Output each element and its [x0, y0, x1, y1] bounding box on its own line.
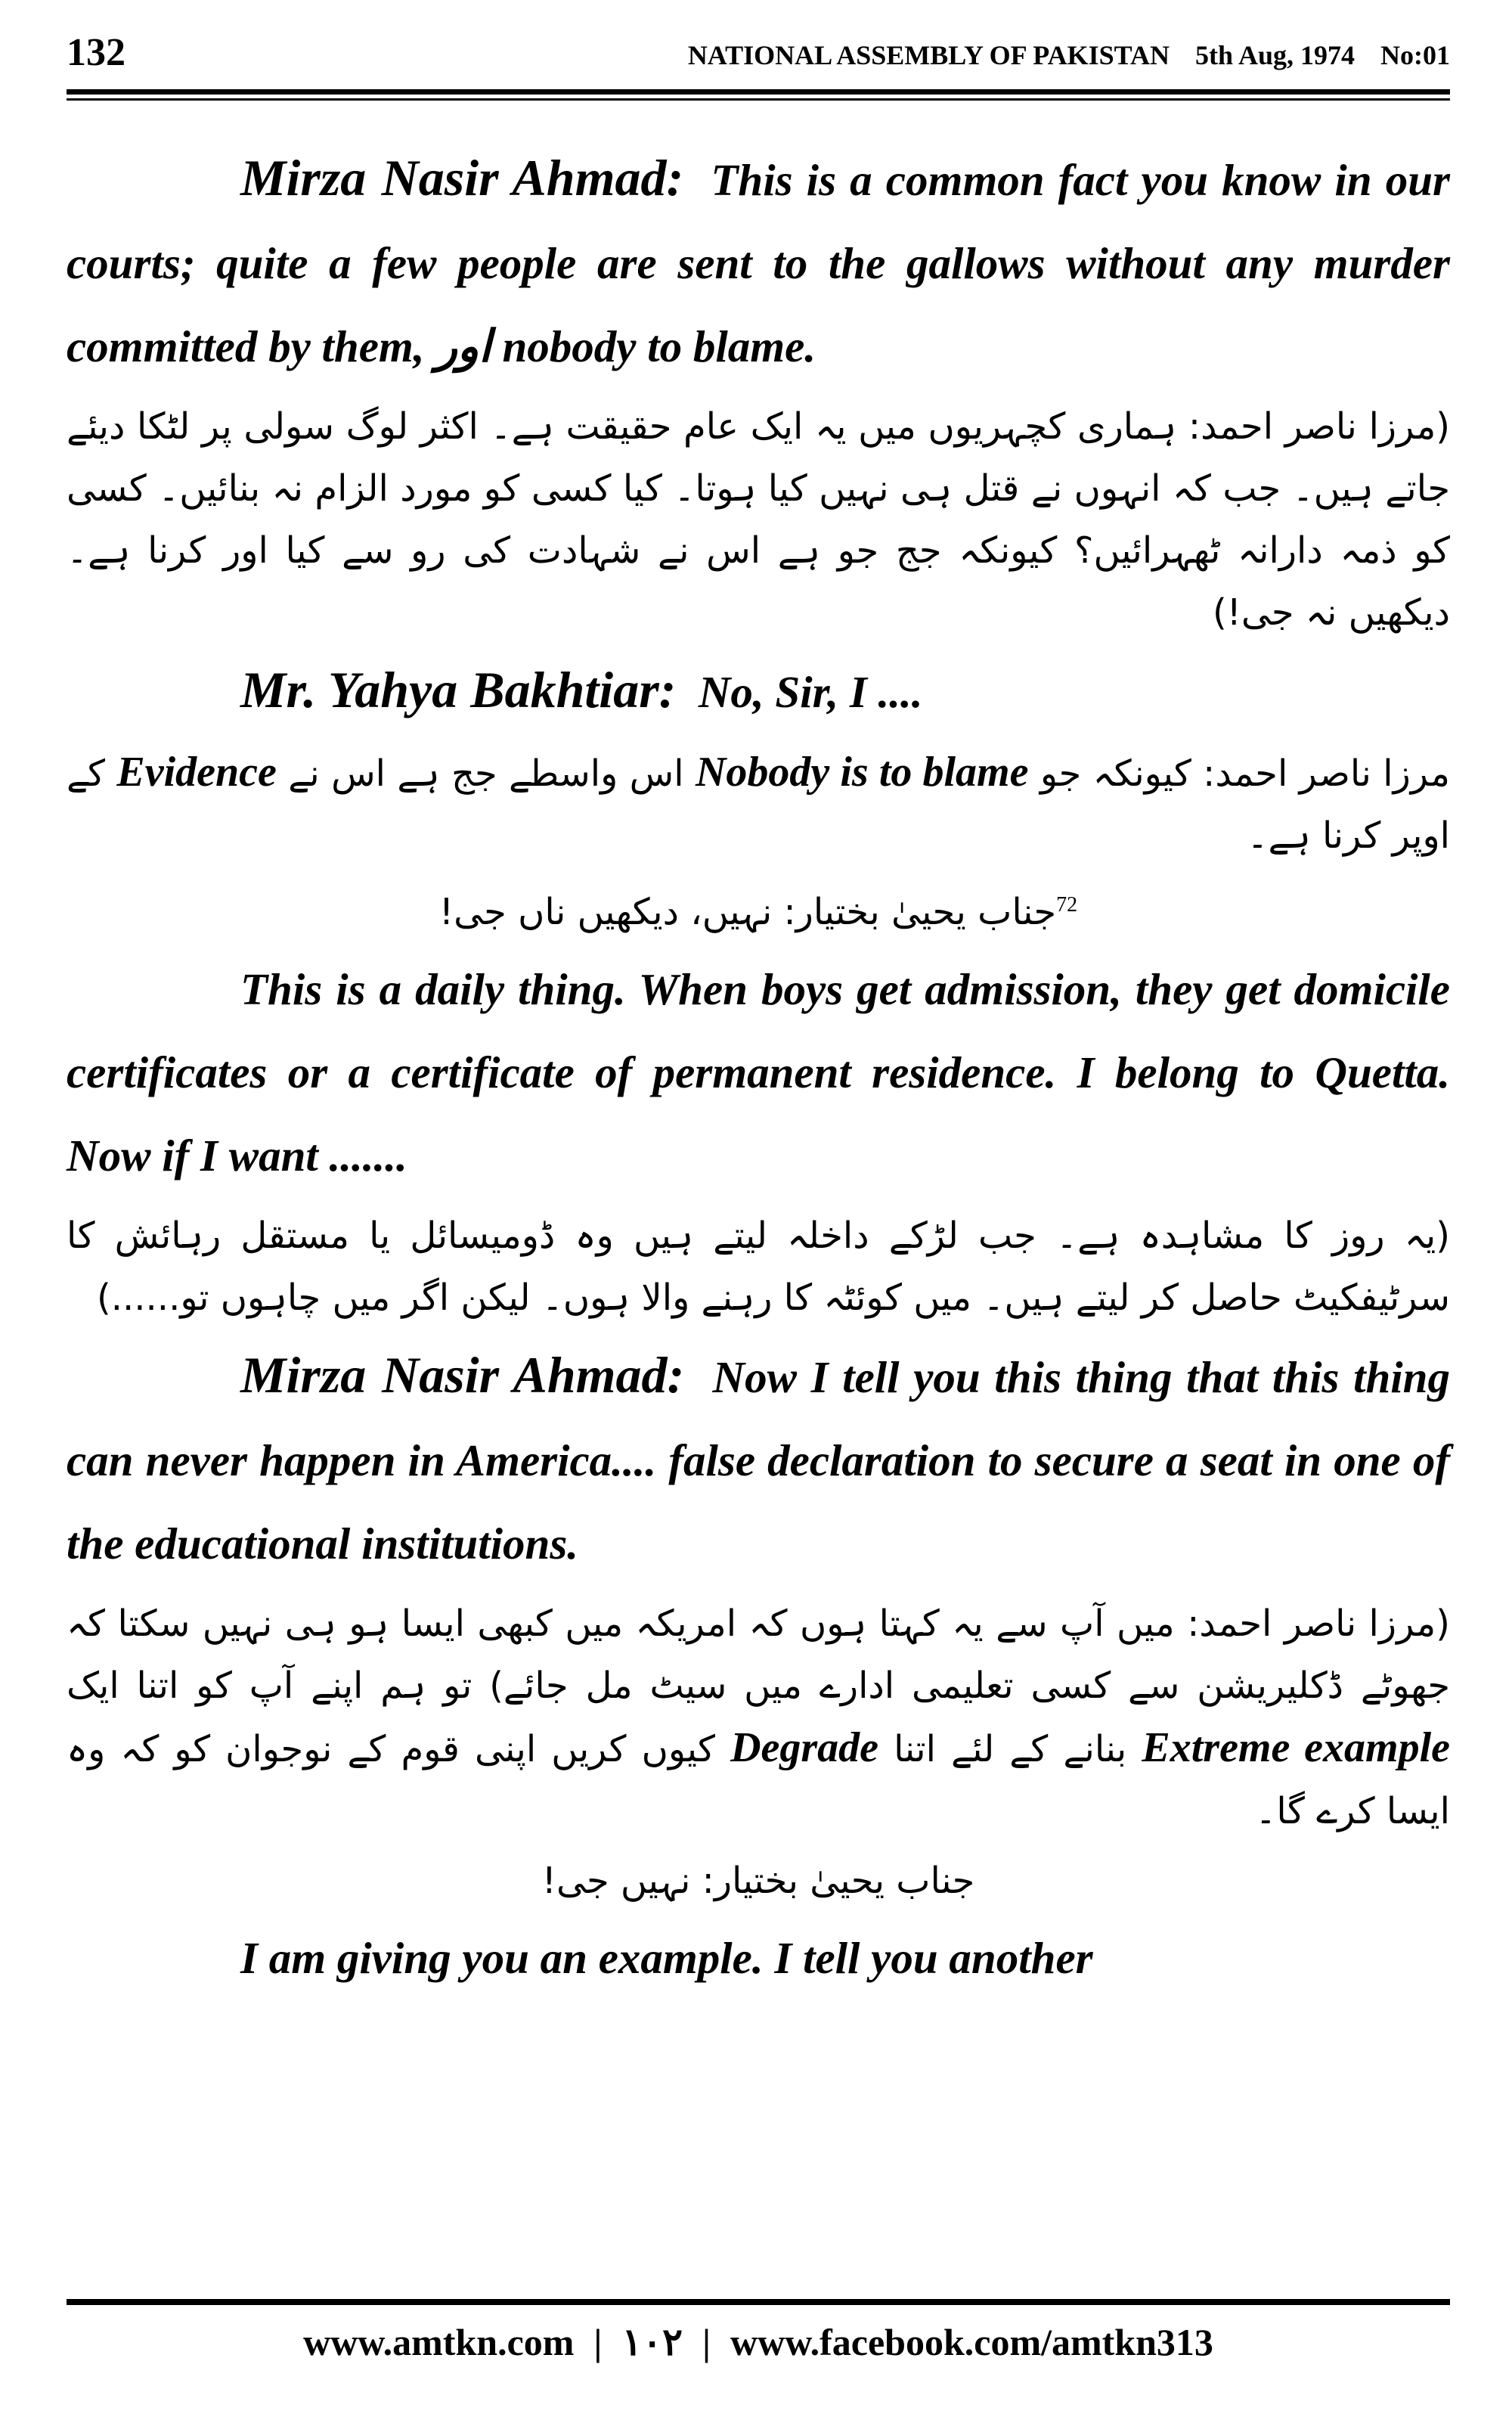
speaker-name: Mirza Nasir Ahmad:: [240, 149, 684, 206]
urdu-text: کے اوپر کرنا ہے۔: [67, 752, 1450, 857]
header-rule-thin: [67, 98, 1450, 101]
paragraph-yahya-3: I am giving you an example. I tell you another: [240, 1933, 1093, 1983]
speaker-name: Mr. Yahya Bakhtiar:: [240, 661, 677, 718]
paragraph-mirza-2: [67, 1333, 1450, 1585]
paragraph-yahya-1: [67, 648, 1450, 734]
speaker-name: Mirza Nasir Ahmad:: [240, 1346, 685, 1404]
urdu-translation-5: [67, 1593, 1450, 1842]
running-title: [688, 39, 1450, 71]
urdu-text: اس واسطے جج ہے اس نے: [288, 752, 684, 795]
footer-rule: [67, 2299, 1450, 2305]
speech-text: This is a common fact you know in our courts; quite a few people are sent to the gallows without any murder committed by them, اور nobody to blame.: [67, 155, 1450, 371]
urdu-translation-6: جناب یحییٰ بختیار: نہیں جی!: [541, 1860, 975, 1902]
english-phrase: Extreme example: [1142, 1724, 1450, 1771]
english-phrase: Degrade: [730, 1724, 879, 1771]
issue-number: No:01: [1380, 40, 1450, 70]
paragraph-mirza-1: [67, 136, 1450, 388]
urdu-text: (مرزا ناصر احمد: میں آپ سے یہ کہتا ہوں کہ امریکہ میں کبھی ایسا ہو ہی نہیں سکتا کہ جھوٹے ڈکلیریشن سے کسی تعلیمی ادارے میں سیٹ مل جائے) تو ہم اپنے آپ کو اتنا ایک: [67, 1602, 1450, 1707]
page-number: 132: [67, 31, 125, 74]
publication-name: NATIONAL ASSEMBLY OF PAKISTAN: [687, 40, 1170, 70]
urdu-translation-1: (مرزا ناصر احمد: ہماری کچہریوں میں یہ ایک عام حقیقت ہے۔ اکثر لوگ سولی پر لٹکا دیئے جاتے ہیں۔ جب کہ انہوں نے قتل ہی نہیں کیا ہوتا۔ کیا کسی کو مورد الزام نہ بنائیں۔ کسی کو ذمہ دارانہ ٹھہرائیں؟ کیونکہ جج جو ہے اس نے شہادت کی رو سے کیا اور کرنا ہے۔ دیکھیں نہ جی!): [67, 405, 1450, 634]
speech-text: No, Sir, I ....: [698, 667, 923, 717]
urdu-translation-3: [67, 874, 1450, 943]
english-phrase: Nobody is to blame: [695, 749, 1029, 796]
english-phrase: Evidence: [116, 749, 277, 796]
separator: |: [702, 2321, 711, 2363]
urdu-text: بنانے کے لئے اتنا: [894, 1728, 1127, 1770]
facebook-link[interactable]: www.facebook.com/amtkn313: [730, 2321, 1213, 2363]
page-header: [67, 30, 1450, 83]
urdu-text: مرزا ناصر احمد: کیونکہ جو: [1040, 752, 1450, 795]
speech-text: Now I tell you this thing that this thing can never happen in America.... false declaration to secure a seat in one of the educational institutions.: [67, 1352, 1450, 1568]
website-link[interactable]: www.amtkn.com: [303, 2321, 575, 2363]
header-rule-thick: [67, 89, 1450, 95]
urdu-page-number: ۱۰۲: [621, 2321, 683, 2363]
session-date: 5th Aug, 1974: [1194, 40, 1355, 70]
paragraph-yahya-2: This is a daily thing. When boys get admission, they get domicile certificates or a certificate of permanent residence. I belong to Quetta. Now if I want .......: [67, 964, 1450, 1181]
urdu-translation-4: (یہ روز کا مشاہدہ ہے۔ جب لڑکے داخلہ لیتے ہیں وہ ڈومیسائل یا مستقل رہائش کا سرٹیفکیٹ حاصل کر لیتے ہیں۔ میں کوئٹہ کا رہنے والا ہوں۔ لیکن اگر میں چاہوں تو......): [67, 1215, 1451, 1319]
document-page: [67, 0, 1450, 2420]
footnote-marker: 72: [1056, 893, 1078, 917]
transcript-body: [67, 136, 1450, 2000]
urdu-text: جناب یحییٰ بختیار: نہیں، دیکھیں ناں جی!: [438, 891, 1057, 933]
separator: |: [593, 2321, 603, 2363]
urdu-text: کیوں کریں اپنی قوم کے نوجوان کو کہ وہ ایسا کرے گا۔: [67, 1728, 1450, 1832]
urdu-translation-2: [67, 741, 1450, 867]
page-footer: [67, 2320, 1450, 2364]
